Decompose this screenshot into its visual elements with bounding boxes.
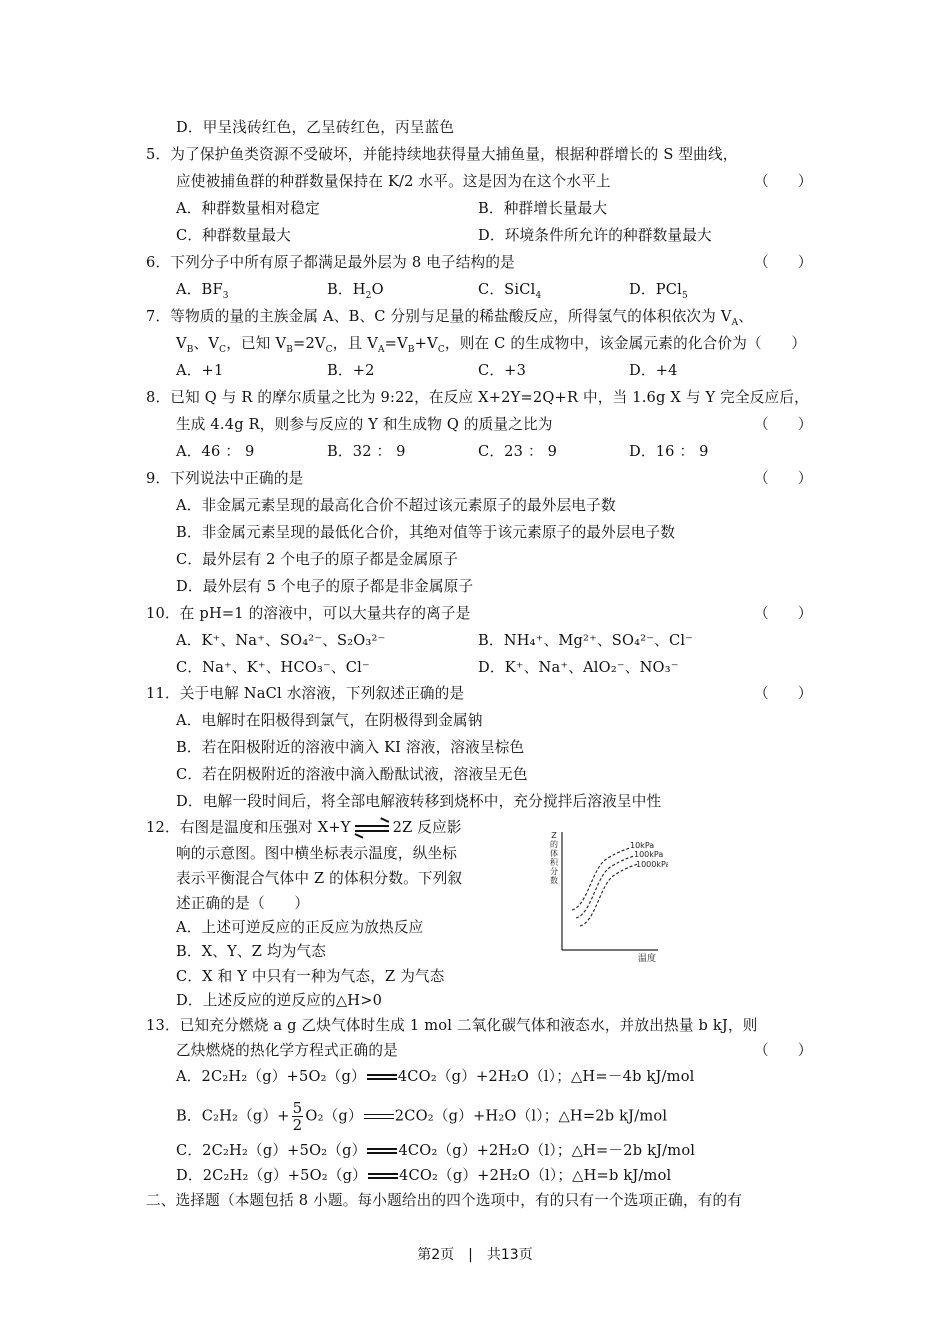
q10-option-d: D．K⁺、Na⁺、AlO₂⁻、NO₃⁻	[478, 659, 679, 676]
q6-answer-bracket: （ ）	[754, 254, 813, 271]
q10-option-a: A．K⁺、Na⁺、SO₄²⁻、S₂O₃²⁻	[176, 632, 386, 649]
q10-answer-bracket: （ ）	[754, 605, 813, 622]
q11-option-c: C．若在阴极附近的溶液中滴入酚酞试液，溶液呈无色	[176, 766, 528, 783]
q5-option-c: C．种群数量最大	[176, 227, 291, 244]
q9-answer-bracket: （ ）	[754, 470, 813, 487]
q12-option-c: C．X 和 Y 中只有一种为气态，Z 为气态	[176, 968, 445, 985]
q8-option-d: D．16 ： 9	[629, 443, 709, 460]
q6-option-c: C．SiCl$_4$	[478, 281, 542, 301]
equals-sign-icon	[368, 1171, 398, 1181]
x-axis-label: 温度	[637, 954, 656, 964]
q9-option-b: B．非金属元素呈现的最低化合价，其绝对值等于该元素原子的最外层电子数	[176, 524, 676, 541]
q7-option-c: C．+3	[478, 362, 527, 379]
q10-option-b: B．NH₄⁺、Mg²⁺、SO₄²⁻、Cl⁻	[478, 632, 694, 649]
q13-option-a: A．2C₂H₂（g）+5O₂（g） 4CO₂（g）+2H₂O（l）；△H=－4b kJ/mol	[176, 1068, 695, 1085]
q4-option-d: D．甲呈浅砖红色，乙呈砖红色，丙呈蓝色	[176, 119, 455, 136]
q6-option-a: A．$BF_3$	[176, 281, 229, 301]
q5-option-d: D．环境条件所允许的种群数量最大	[478, 227, 712, 244]
q12-stem-line2: 响的示意图。图中横坐标表示温度，纵坐标	[176, 845, 458, 862]
q9-option-d: D．最外层有 5 个电子的原子都是非金属原子	[176, 578, 474, 595]
equals-sign-icon	[367, 1146, 397, 1156]
q12-option-d: D．上述反应的逆反应的△H>0	[176, 992, 383, 1009]
q12-chart	[548, 826, 668, 970]
page-footer: 第2页 | 共13页	[417, 1247, 533, 1263]
q13-option-c: C．2C₂H₂（g）+5O₂（g） 4CO₂（g）+2H₂O（l）；△H=－2b kJ/mol	[176, 1142, 696, 1159]
q6-option-b: B．$H_2O$	[327, 281, 384, 301]
q7-option-d: D．+4	[629, 362, 678, 379]
q5-stem-line2: 应使被捕鱼群的种群数量保持在 K/2 水平。这是因为在这个水平上	[176, 173, 611, 190]
q13-stem-line1: 13．已知充分燃烧 a g 乙炔气体时生成 1 mol 二氧化碳气体和液态水，并放出热量 b kJ，则	[146, 1017, 758, 1034]
legend-10kpa: 10kPa	[630, 841, 655, 850]
q8-option-c: C．23 ： 9	[478, 443, 558, 460]
q12-stem-line1: 12．右图是温度和压强对 X+Y 2Z 反应影	[146, 818, 462, 838]
q9-stem: 9．下列说法中正确的是	[146, 470, 304, 487]
q12-option-a: A．上述可逆反应的正反应为放热反应	[176, 919, 424, 936]
q13-answer-bracket: （ ）	[754, 1042, 813, 1059]
q12-stem-line4: 述正确的是（ ）	[176, 895, 310, 912]
q8-stem-line2: 生成 4.4g R，则参与反应的 Y 和生成物 Q 的质量之比为	[176, 416, 553, 433]
q6-stem: 6．下列分子中所有原子都满足最外层为 8 电子结构的是	[146, 254, 515, 271]
y-axis-label: Z 的体积分数	[550, 831, 558, 885]
q10-stem: 10．在 pH=1 的溶液中，可以大量共存的离子是	[146, 605, 471, 622]
q13-stem-line2: 乙炔燃烧的热化学方程式正确的是	[176, 1042, 398, 1059]
q12-chart-svg	[548, 826, 668, 966]
q10-option-c: C．Na⁺、K⁺、HCO₃⁻、Cl⁻	[176, 659, 370, 676]
q7-option-a: A．+1	[176, 362, 224, 379]
q12-option-b: B．X、Y、Z 均为气态	[176, 943, 327, 960]
q5-option-b: B．种群增长量最大	[478, 200, 608, 217]
q9-option-c: C．最外层有 2 个电子的原子都是金属原子	[176, 551, 459, 568]
fraction-five-halves: $\frac{5}{2}$	[292, 1099, 303, 1134]
q7-stem-line2: $V_B$、$V_C$，已知 $V_B=2V_C$，且 $V_A=V_B+V_C$，则在 C 的生成物中，该金属元素的化合价为（ ）	[176, 335, 807, 355]
q8-answer-bracket: （ ）	[754, 416, 813, 433]
q11-option-a: A．电解时在阳极得到氯气，在阴极得到金属钠	[176, 712, 483, 729]
reversible-arrow-icon	[355, 822, 389, 834]
q5-stem-line1: 5．为了保护鱼类资源不受破坏，并能持续地获得量大捕鱼量，根据种群增长的 S 型曲线，	[146, 146, 738, 163]
q8-option-b: B．32 ： 9	[327, 443, 406, 460]
q7-option-b: B．+2	[327, 362, 375, 379]
q11-option-d: D．电解一段时间后，将全部电解液转移到烧杯中，充分搅拌后溶液呈中性	[176, 793, 662, 810]
equals-sign-icon	[364, 1112, 394, 1122]
q11-option-b: B．若在阳极附近的溶液中滴入 KI 溶液，溶液呈棕色	[176, 739, 525, 756]
q7-stem-line1: 7．等物质的量的主族金属 A、B、C 分别与足量的稀盐酸反应，所得氢气的体积依次为 $V_A$、	[146, 308, 754, 328]
q5-answer-bracket: （ ）	[754, 173, 813, 190]
q11-stem: 11．关于电解 NaCl 水溶液，下列叙述正确的是	[146, 685, 465, 702]
q8-option-a: A．46 ： 9	[176, 443, 255, 460]
q8-stem-line1: 8．已知 Q 与 R 的摩尔质量之比为 9:22，在反应 X+2Y=2Q+R 中，当 1.6g X 与 Y 完全反应后，	[146, 389, 809, 406]
equals-sign-icon	[367, 1072, 397, 1082]
section2-heading: 二、选择题（本题包括 8 小题。每小题给出的四个选项中，有的只有一个选项正确，有的有	[146, 1192, 743, 1209]
q5-option-a: A．种群数量相对稳定	[176, 200, 320, 217]
q13-option-d: D．2C₂H₂（g）+5O₂（g） 4CO₂（g）+2H₂O（l）；△H=b kJ/mol	[176, 1167, 672, 1184]
q12-stem-line3: 表示平衡混合气体中 Z 的体积分数。下列叙	[176, 870, 463, 887]
legend-1000kpa: 1000kPa	[636, 860, 668, 869]
q11-answer-bracket: （ ）	[754, 685, 813, 702]
legend-100kpa: 100kPa	[634, 850, 664, 859]
q13-option-b: B．C₂H₂（g）+ $\frac{5}{2}$ O₂（g） 2CO₂（g）+H₂O（l）；△H=2b kJ/mol	[176, 1099, 668, 1134]
curve-1000kpa	[580, 864, 638, 926]
q6-option-d: D．PCl$_5$	[629, 281, 688, 301]
q9-option-a: A．非金属元素呈现的最高化合价不超过该元素原子的最外层电子数	[176, 497, 616, 514]
